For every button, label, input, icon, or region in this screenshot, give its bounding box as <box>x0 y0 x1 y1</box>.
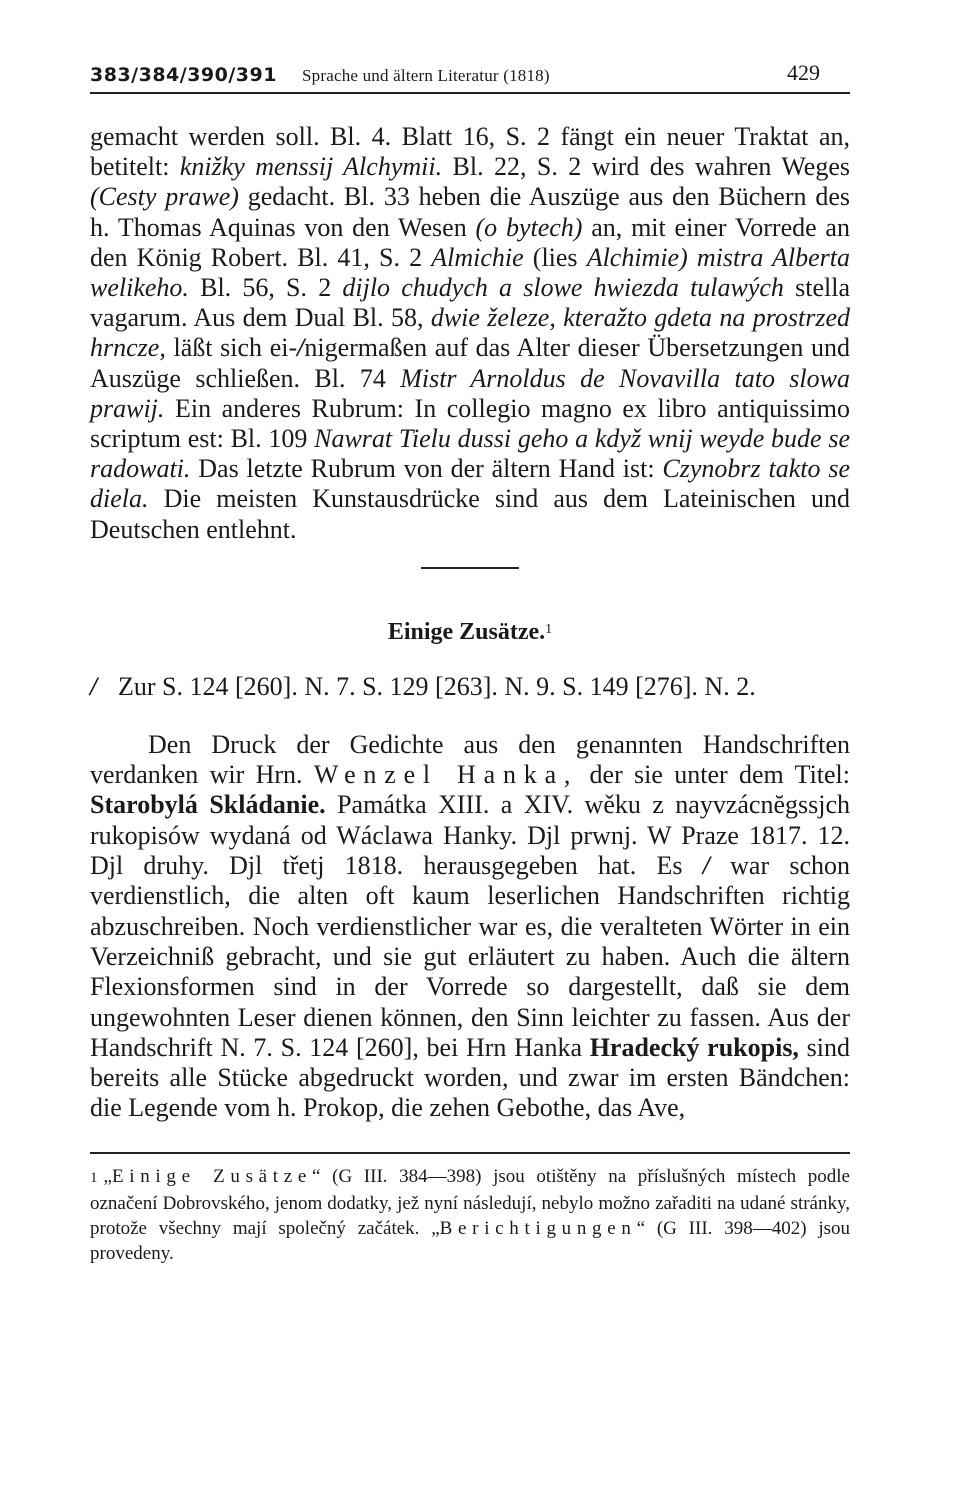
text-run: sind bereits alle Stücke abgedruckt worden, und zwar im ersten Bändchen: die Legende vom h. Prokop, die zehen Gebothe, das Ave, <box>90 1032 850 1123</box>
text-run: “ (G III. 398—402) jsou provedeny. <box>90 1217 850 1264</box>
page-break-mark: / <box>297 333 305 363</box>
italic-term: dijlo chudych a slowe hwiezda tulawých <box>342 273 784 303</box>
text-run: Bl. 56, S. 2 <box>188 273 343 303</box>
running-header <box>90 60 850 94</box>
running-title: Sprache und ältern Literatur (1818) <box>302 66 550 85</box>
italic-term: (o bytech) <box>475 212 583 242</box>
footnote-number: 1 <box>90 1169 98 1186</box>
text-run: an, mit einer Vorrede an den König Robert. Bl. 41, S. 2 <box>90 212 850 272</box>
text-run: Den Druck der Gedichte aus den genannten Handschriften verdanken wir Hrn. <box>90 729 850 790</box>
italic-term: (Cesty prawe) <box>90 182 239 212</box>
text-run: “ (G III. 384—398) jsou otištěny na příslušných místech podle označení Dobrovského, jenom dodatky, jež nyní následují, nebylo možno zařaditi na udané stránky, protože všechny mají společný začátek. „ <box>90 1165 850 1239</box>
text-run: gedacht. Bl. 33 heben die Auszüge aus den Büchern des h. Thomas Aquinas von den Wesen <box>90 182 850 242</box>
footnote <box>90 1164 850 1266</box>
page-break-mark: / <box>702 851 710 881</box>
footnote-marker: 1 <box>545 621 553 637</box>
italic-term: Alchimie) mistra Alberta welikeho. <box>90 242 850 303</box>
reference-text: Zur S. 124 [260]. N. 7. S. 129 [263]. N. 9. S. 149 [276]. N. 2. <box>118 671 756 701</box>
text-run: war schon verdienstlich, die alten oft kaum leserlichen Handschriften richtig abzuschreiben. Noch verdienstlicher war es, die veralteten Wörter in ein Verzeichniß gebracht, und sie gut erläutert zu haben. Auch die ältern Flexionsformen sind in der Vorrede so dargestellt, daß sie dem ungewohnten Leser dienen können, den Sinn leichter zu fassen. Aus der Handschrift N. 7. S. 124 [260], bei Hrn Hanka <box>90 851 850 1062</box>
bold-title: Hradecký rukopis, <box>589 1032 799 1062</box>
bold-title: Starobylá Skládanie. <box>90 790 326 820</box>
main-paragraph <box>90 730 850 1124</box>
reference-line <box>90 672 850 702</box>
text-run: Památka XIII. a XIV. wěku z nayvzácnĕgssjch rukopisów wydaná od Wáclawa Hanky. Djl prwnj. W Praze 1817. 12. Djl druhy. Djl třetj 1818. herausgegeben hat. Es <box>90 790 851 881</box>
text-run: Bl. 22, S. 2 wird des wahren Weges <box>442 152 851 182</box>
text-run: Das letzte Rubrum von der ältern Hand ist: <box>190 454 663 484</box>
book-page <box>90 60 850 1266</box>
italic-term: Nawrat Tielu dussi geho a když wnij weyde bude se radowati. <box>90 424 850 484</box>
text-run: läßt sich ei- <box>165 333 298 363</box>
section-divider <box>421 567 519 569</box>
italic-term: Czynobrz takto se diela. <box>90 454 850 514</box>
text-run: stella vagarum. Aus dem Dual Bl. 58, <box>90 273 850 333</box>
spaced-title: Einige Zusätze <box>111 1165 313 1187</box>
page-number: 429 <box>787 60 820 85</box>
section-heading <box>90 619 850 646</box>
text-run: gemacht werden soll. Bl. 4. Blatt 16, S. 2 fängt ein neuer Traktat an, betitelt: <box>90 122 850 182</box>
text-run: der sie unter dem Titel: <box>578 760 851 790</box>
intro-paragraph <box>90 122 850 545</box>
text-run: nigermaßen auf das Alter dieser Übersetzungen und Auszüge schließen. Bl. 74 <box>90 333 850 393</box>
page-break-mark: / <box>90 671 98 701</box>
spaced-name: Wenzel Hanka, <box>313 760 579 790</box>
page-reference-ids: 383/384/390/391 <box>90 64 277 86</box>
section-heading-text: Einige Zusätze. <box>387 618 546 645</box>
italic-term: knižky menssij Alchymii. <box>179 152 443 182</box>
spaced-title: Berichtigungen <box>439 1217 637 1239</box>
text-run: (lies <box>523 242 587 272</box>
italic-term: Almichie <box>431 242 524 272</box>
footnote-rule <box>90 1152 850 1154</box>
italic-term: Mistr Arnoldus de Novavilla tato slowa prawij. <box>90 363 850 423</box>
italic-term: dwie železe, kteražto gdeta na prostrzed hrncze, <box>90 303 851 363</box>
text-run: „ <box>103 1165 112 1187</box>
text-run: Ein anderes Rubrum: In collegio magno ex libro antiquissimo scriptum est: Bl. 109 <box>90 393 850 454</box>
text-run: Die meisten Kunstausdrücke sind aus dem Lateinischen und Deutschen entlehnt. <box>90 484 850 544</box>
